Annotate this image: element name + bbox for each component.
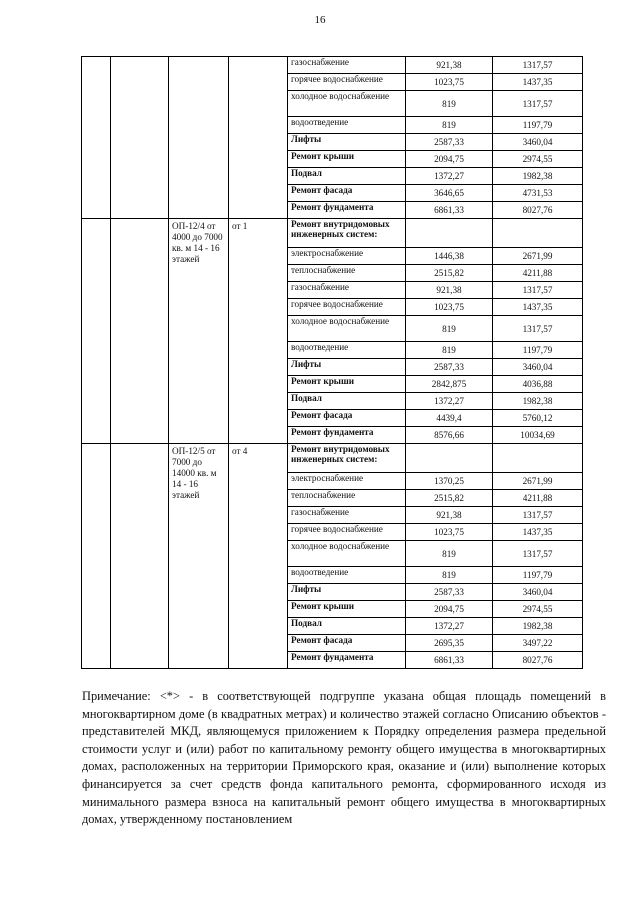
floors-cell: от 4 [229, 444, 288, 669]
work-type-cell: водоотведение [288, 117, 406, 134]
min-cost-cell: 819 [406, 117, 493, 134]
max-cost-cell: 8027,76 [493, 652, 583, 669]
max-cost-cell: 1317,57 [493, 57, 583, 74]
max-cost-cell: 1437,35 [493, 299, 583, 316]
min-cost-cell: 819 [406, 342, 493, 359]
min-cost-cell: 3646,65 [406, 185, 493, 202]
min-cost-cell: 2094,75 [406, 151, 493, 168]
work-type-cell: холодное водоснабжение [288, 91, 406, 117]
work-type-cell: горячее водоснабжение [288, 74, 406, 91]
max-cost-cell: 3460,04 [493, 359, 583, 376]
max-cost-cell: 1317,57 [493, 282, 583, 299]
min-cost-cell: 921,38 [406, 57, 493, 74]
min-cost-cell: 1370,25 [406, 473, 493, 490]
max-cost-cell: 1197,79 [493, 567, 583, 584]
min-cost-cell: 2587,33 [406, 134, 493, 151]
min-cost-cell: 1023,75 [406, 524, 493, 541]
group-code-cell: ОП-12/5 от 7000 до 14000 кв. м 14 - 16 этажей [169, 444, 229, 669]
max-cost-cell: 1437,35 [493, 524, 583, 541]
table-row [82, 219, 583, 248]
max-cost-cell: 4211,88 [493, 490, 583, 507]
max-cost-cell: 1197,79 [493, 342, 583, 359]
min-cost-cell: 1372,27 [406, 618, 493, 635]
work-type-cell: Подвал [288, 168, 406, 185]
max-cost-cell: 2671,99 [493, 248, 583, 265]
min-cost-cell: 2515,82 [406, 490, 493, 507]
min-cost-cell: 921,38 [406, 282, 493, 299]
work-type-cell: газоснабжение [288, 282, 406, 299]
footnote: Примечание: <*> - в соответствующей подгруппе указана общая площадь помещений в многоквартирном доме (в квадратных метрах) и количество этажей согласно Описанию объектов - представителей МКД, являющемуся приложением к Порядку определения размера предельной стоимости услуг и (или) работ по капитальному ремонту общего имущества в многоквартирных домах, расположенных на территории Приморского края, оказание и (или) выполнение которых финансируется за счет средств фонда капитального ремонта, сформированного исходя из минимального размера взноса на капитальный ремонт общего имущества в многоквартирных домах, утвержденному постановлением [82, 689, 606, 827]
work-type-cell: Ремонт фасада [288, 635, 406, 652]
group-code-cell: ОП-12/4 от 4000 до 7000 кв. м 14 - 16 этажей [169, 219, 229, 444]
work-type-cell: Ремонт крыши [288, 601, 406, 618]
min-cost-cell: 2695,35 [406, 635, 493, 652]
max-cost-cell: 3460,04 [493, 134, 583, 151]
max-cost-cell: 1982,38 [493, 168, 583, 185]
max-cost-cell: 2671,99 [493, 473, 583, 490]
work-type-cell: Ремонт крыши [288, 151, 406, 168]
max-cost-cell: 1197,79 [493, 117, 583, 134]
min-cost-cell: 819 [406, 91, 493, 117]
floors-cell [229, 57, 288, 219]
subgroup-cell [111, 57, 169, 219]
min-cost-cell: 6861,33 [406, 202, 493, 219]
cost-table [81, 56, 583, 669]
min-cost-cell: 921,38 [406, 507, 493, 524]
min-cost-cell: 1372,27 [406, 393, 493, 410]
max-cost-cell: 3497,22 [493, 635, 583, 652]
min-cost-cell: 1372,27 [406, 168, 493, 185]
max-cost-cell: 1982,38 [493, 618, 583, 635]
work-type-cell: теплоснабжение [288, 490, 406, 507]
min-cost-cell: 2515,82 [406, 265, 493, 282]
work-type-cell: Лифты [288, 584, 406, 601]
table-row [82, 444, 583, 473]
work-type-cell: Ремонт крыши [288, 376, 406, 393]
min-cost-cell: 1023,75 [406, 299, 493, 316]
min-cost-cell: 819 [406, 567, 493, 584]
work-type-cell: газоснабжение [288, 507, 406, 524]
work-type-cell: горячее водоснабжение [288, 299, 406, 316]
min-cost-cell: 819 [406, 541, 493, 567]
max-cost-cell: 1437,35 [493, 74, 583, 91]
max-cost-cell: 1317,57 [493, 91, 583, 117]
min-cost-cell [406, 219, 493, 248]
work-type-cell: Подвал [288, 393, 406, 410]
work-type-cell: Ремонт фасада [288, 410, 406, 427]
work-type-cell: электроснабжение [288, 248, 406, 265]
work-type-cell: Подвал [288, 618, 406, 635]
min-cost-cell: 2587,33 [406, 584, 493, 601]
work-type-cell: холодное водоснабжение [288, 541, 406, 567]
max-cost-cell: 8027,76 [493, 202, 583, 219]
work-type-cell: теплоснабжение [288, 265, 406, 282]
min-cost-cell: 2094,75 [406, 601, 493, 618]
subgroup-cell [111, 219, 169, 444]
min-cost-cell: 6861,33 [406, 652, 493, 669]
min-cost-cell [406, 444, 493, 473]
row-number-cell [82, 219, 111, 444]
max-cost-cell: 10034,69 [493, 427, 583, 444]
min-cost-cell: 819 [406, 316, 493, 342]
work-type-cell: Ремонт внутридомовых инженерных систем: [288, 444, 406, 473]
row-number-cell [82, 57, 111, 219]
work-type-cell: газоснабжение [288, 57, 406, 74]
work-type-cell: Ремонт фундамента [288, 427, 406, 444]
work-type-cell: Ремонт фундамента [288, 652, 406, 669]
max-cost-cell: 4731,53 [493, 185, 583, 202]
work-type-cell: электроснабжение [288, 473, 406, 490]
work-type-cell: Ремонт фасада [288, 185, 406, 202]
row-number-cell [82, 444, 111, 669]
max-cost-cell [493, 444, 583, 473]
max-cost-cell: 1317,57 [493, 541, 583, 567]
group-code-cell [169, 57, 229, 219]
max-cost-cell: 1317,57 [493, 507, 583, 524]
max-cost-cell: 4211,88 [493, 265, 583, 282]
min-cost-cell: 1446,38 [406, 248, 493, 265]
min-cost-cell: 2842,875 [406, 376, 493, 393]
max-cost-cell: 3460,04 [493, 584, 583, 601]
max-cost-cell: 2974,55 [493, 601, 583, 618]
page-number: 16 [314, 14, 326, 26]
min-cost-cell: 4439,4 [406, 410, 493, 427]
work-type-cell: горячее водоснабжение [288, 524, 406, 541]
work-type-cell: водоотведение [288, 567, 406, 584]
work-type-cell: Ремонт фундамента [288, 202, 406, 219]
floors-cell: от 1 [229, 219, 288, 444]
work-type-cell: Ремонт внутридомовых инженерных систем: [288, 219, 406, 248]
work-type-cell: холодное водоснабжение [288, 316, 406, 342]
max-cost-cell: 5760,12 [493, 410, 583, 427]
table-row [82, 57, 583, 74]
max-cost-cell: 4036,88 [493, 376, 583, 393]
min-cost-cell: 1023,75 [406, 74, 493, 91]
min-cost-cell: 2587,33 [406, 359, 493, 376]
max-cost-cell: 1317,57 [493, 316, 583, 342]
max-cost-cell: 1982,38 [493, 393, 583, 410]
work-type-cell: водоотведение [288, 342, 406, 359]
max-cost-cell: 2974,55 [493, 151, 583, 168]
subgroup-cell [111, 444, 169, 669]
work-type-cell: Лифты [288, 134, 406, 151]
work-type-cell: Лифты [288, 359, 406, 376]
min-cost-cell: 8576,66 [406, 427, 493, 444]
max-cost-cell [493, 219, 583, 248]
